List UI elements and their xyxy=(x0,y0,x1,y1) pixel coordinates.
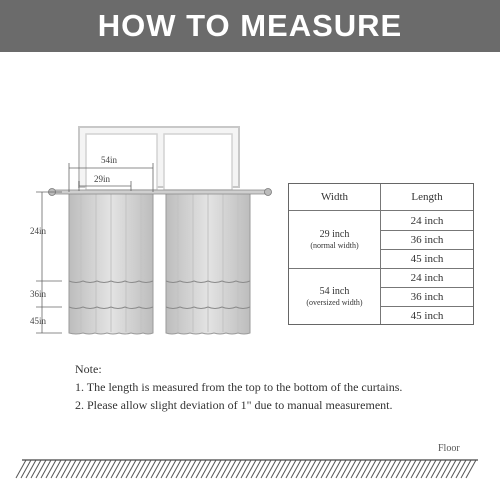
floor-hatch xyxy=(46,460,56,478)
floor-hatch xyxy=(206,460,216,478)
floor-hatch xyxy=(21,460,31,478)
table-header-width: Width xyxy=(320,191,349,203)
floor-hatch xyxy=(71,460,81,478)
floor-hatch xyxy=(306,460,316,478)
floor-hatch xyxy=(171,460,181,478)
floor-hatch xyxy=(121,460,131,478)
table-length-cell: 24 inch xyxy=(410,214,444,227)
floor-hatch xyxy=(151,460,161,478)
floor-hatch xyxy=(131,460,141,478)
table-width-cell-54 xyxy=(289,269,380,324)
table-length-cell: 36 inch xyxy=(410,291,444,303)
table-length-cell: 36 inch xyxy=(410,234,444,246)
floor-hatch xyxy=(406,460,416,478)
floor-hatch xyxy=(31,460,41,478)
floor-hatch xyxy=(41,460,51,478)
length-label-24in: 24in xyxy=(30,226,47,236)
size-table xyxy=(288,183,474,325)
width-label-54in: 54in xyxy=(101,155,118,165)
floor-hatch xyxy=(16,460,26,478)
floor-hatch xyxy=(111,460,121,478)
floor-hatch xyxy=(316,460,326,478)
floor-hatch xyxy=(441,460,451,478)
floor-hatch xyxy=(361,460,371,478)
floor-hatch xyxy=(81,460,91,478)
floor-hatch xyxy=(76,460,86,478)
floor-hatch xyxy=(136,460,146,478)
floor-hatch xyxy=(116,460,126,478)
note-item: 2. Please allow slight deviation of 1" due to manual measurement. xyxy=(75,398,393,412)
floor-hatch xyxy=(96,460,106,478)
table-header-length: Length xyxy=(411,191,443,203)
length-label-45in: 45in xyxy=(30,316,47,326)
floor-hatch xyxy=(91,460,101,478)
floor-hatch xyxy=(331,460,341,478)
notes-section xyxy=(75,360,402,414)
floor-hatch xyxy=(146,460,156,478)
floor-hatch xyxy=(381,460,391,478)
floor-hatch xyxy=(156,460,166,478)
floor-hatch xyxy=(201,460,211,478)
floor-hatch xyxy=(446,460,456,478)
floor-hatch xyxy=(291,460,301,478)
floor-hatch xyxy=(411,460,421,478)
table-length-cell: 24 inch xyxy=(410,272,444,284)
floor-hatch xyxy=(141,460,151,478)
floor-hatch xyxy=(296,460,306,478)
floor-hatch xyxy=(106,460,116,478)
floor-hatch xyxy=(226,460,236,478)
floor-hatch xyxy=(241,460,251,478)
floor-hatch xyxy=(456,460,466,478)
floor-hatch xyxy=(251,460,261,478)
width-note: (oversized width) xyxy=(306,298,363,307)
width-note: (normal width) xyxy=(310,241,359,250)
notes-title: Note: xyxy=(75,362,102,376)
floor-hatch xyxy=(86,460,96,478)
floor-hatch xyxy=(366,460,376,478)
floor-hatch xyxy=(61,460,71,478)
floor-hatch xyxy=(401,460,411,478)
floor-label: Floor xyxy=(438,443,460,454)
floor-hatch xyxy=(271,460,281,478)
floor-hatch xyxy=(386,460,396,478)
floor-hatch xyxy=(371,460,381,478)
page-title: HOW TO MEASURE xyxy=(97,8,403,43)
floor-hatch xyxy=(391,460,401,478)
floor-hatch xyxy=(126,460,136,478)
table-width-cell-29 xyxy=(289,211,380,268)
floor-hatch xyxy=(236,460,246,478)
floor-hatch xyxy=(166,460,176,478)
floor-hatch xyxy=(186,460,196,478)
floor-hatch xyxy=(51,460,61,478)
floor-hatch xyxy=(286,460,296,478)
floor-hatch xyxy=(256,460,266,478)
curtain-panel-right xyxy=(166,192,250,334)
floor-hatch xyxy=(466,460,476,478)
floor-hatch xyxy=(66,460,76,478)
header-banner xyxy=(0,0,500,52)
floor-hatch xyxy=(421,460,431,478)
floor-hatch xyxy=(311,460,321,478)
floor-hatch xyxy=(101,460,111,478)
length-label-36in: 36in xyxy=(30,289,47,299)
floor-hatch xyxy=(36,460,46,478)
floor-hatch xyxy=(451,460,461,478)
floor-hatch xyxy=(431,460,441,478)
floor-hatch xyxy=(336,460,346,478)
floor-hatch xyxy=(26,460,36,478)
floor-hatch xyxy=(281,460,291,478)
floor-hatch xyxy=(276,460,286,478)
floor-hatch xyxy=(261,460,271,478)
floor-hatch xyxy=(161,460,171,478)
floor-hatch xyxy=(346,460,356,478)
floor-hatch xyxy=(231,460,241,478)
floor-hatch xyxy=(56,460,66,478)
floor-hatch xyxy=(341,460,351,478)
floor-hatch xyxy=(396,460,406,478)
note-item: 1. The length is measured from the top to the bottom of the curtains. xyxy=(75,380,403,394)
width-value: 29 inch xyxy=(319,229,350,240)
floor-hatch xyxy=(416,460,426,478)
width-value: 54 inch xyxy=(319,286,350,297)
floor-hatch xyxy=(191,460,201,478)
floor-hatch xyxy=(221,460,231,478)
floor-hatch xyxy=(176,460,186,478)
floor-hatch xyxy=(356,460,366,478)
floor-hatch xyxy=(321,460,331,478)
floor-hatch xyxy=(266,460,276,478)
floor-hatch xyxy=(301,460,311,478)
floor-hatch xyxy=(246,460,256,478)
floor-hatch xyxy=(181,460,191,478)
floor-hatch xyxy=(461,460,471,478)
floor-hatch xyxy=(376,460,386,478)
width-label-29in: 29in xyxy=(94,174,111,184)
window-pane-right xyxy=(164,134,232,190)
length-dimension-lines xyxy=(36,192,62,333)
floor-hatch xyxy=(436,460,446,478)
floor-hatch xyxy=(196,460,206,478)
floor-hatch xyxy=(211,460,221,478)
curtain-panel-left xyxy=(69,192,153,334)
floor-hatch xyxy=(426,460,436,478)
floor-hatch xyxy=(351,460,361,478)
table-length-cell: 45 inch xyxy=(410,253,444,265)
floor-hatch xyxy=(326,460,336,478)
table-length-cell: 45 inch xyxy=(410,309,444,322)
floor-hatching xyxy=(0,458,500,483)
floor-hatch xyxy=(216,460,226,478)
